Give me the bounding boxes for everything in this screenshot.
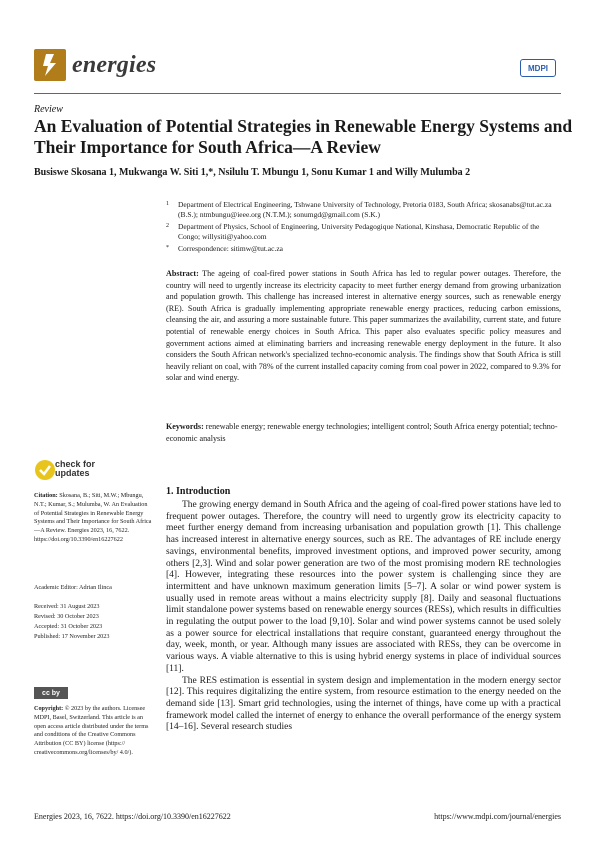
journal-url[interactable]: https://www.mdpi.com/journal/energies xyxy=(434,812,561,821)
mdpi-logo: MDPI xyxy=(520,59,556,77)
affiliation-2: 2 Department of Physics, School of Engineering, University Pedagogique National, Kinshasa, Democratic Republic of the Congo; willysiti@yahoo.com xyxy=(166,222,540,241)
header-divider xyxy=(34,93,561,94)
published-date: Published: 17 November 2023 xyxy=(34,633,110,640)
keywords-text: renewable energy; renewable energy technologies; intelligent control; South Africa energy potential; techno-economic analysis xyxy=(166,422,558,443)
journal-name: energies xyxy=(72,52,157,78)
abstract xyxy=(166,268,561,384)
footer-citation[interactable]: Energies 2023, 16, 7622. https://doi.org/10.3390/en16227622 xyxy=(34,812,231,821)
correspondence: * Correspondence: sitimw@tut.ac.za xyxy=(166,244,283,253)
section-body xyxy=(166,500,561,734)
paragraph: The RES estimation is essential in system design and implementation in the modern energy sector [12]. This requires digitalizing the entire system, from resource estimation to the energy needed on the demand side [13]. Smart grid technologies, using the internet of things, have come up with a practical framework model called the internet of energy to enhance the overall performance of the energy system [14–16]. Several research studies xyxy=(166,675,561,733)
copyright: Copyright: © 2023 by the authors. Licensee MDPI, Basel, Switzerland. This article is an open access article distributed under the terms and conditions of the Creative Commons Attribution (CC BY) license (https:// creativecommons.org/licenses/by/ 4.0/). xyxy=(34,705,149,756)
abstract-label: Abstract: xyxy=(166,269,199,278)
paragraph: The growing energy demand in South Africa and the ageing of coal-fired power stations have led to frequent power outages. Therefore, the country will need to urgently grow its electricity capacity to meet further energy demand from increasing urbanisation and population growth [1]. This challenge has increased interest in alternative energy sources, such as RE. The advantages of RE include energy savings, environmental benefits, improved investment options, and improved power security, among others [2,3]. Wind and solar power generation are two of the most promising modern RE technologies [4]. However, integrating these resources into the power system is challenging since they are intermittent and have unknown maximum generation limits [5–7]. A solar or wind power system is usually used in remote areas without a mains electricity supply [8]. Daily and seasonal fluctuations limit standalone power systems based on renewable energy sources (RESs), which results in difficulties in regulating the output power to the load [9,10]. Solar and wind power systems cannot be used solely as a power source for electrical installations that require constant, guaranteed energy throughout the day, week, month, or year. Although many issues are associated with RESs, they can be overcome in various ways. A viable alternative to this is using hybrid energy systems in place of individual sources [11]. xyxy=(166,500,561,674)
author-list: Busiswe Skosana 1, Mukwanga W. Siti 1,*, Nsilulu T. Mbungu 1, Sonu Kumar 1 and Willy Mulumba 2 xyxy=(34,167,471,178)
keywords-label: Keywords: xyxy=(166,422,204,431)
keywords xyxy=(166,421,561,444)
citation: Citation: Skosana, B.; Siti, M.W.; Mbungu, N.T.; Kumar, S.; Mulumba, W. An Evaluation of Potential Strategies in Renewable Energy Systems and Their Importance for South Africa—A Review. Energies 2023, 16, 7622. https://doi.org/10.3390/en16227622 xyxy=(34,492,152,543)
academic-editor: Academic Editor: Adrian Ilinca xyxy=(34,584,112,591)
journal-logo-icon xyxy=(34,49,66,81)
cc-by-license-icon[interactable]: cc by xyxy=(34,687,68,699)
section-heading: 1. Introduction xyxy=(166,486,231,497)
abstract-text: The ageing of coal-fired power stations in South Africa has led to regular power outages. Therefore, the country will need to urgently increase its electricity capacity to meet further energy demand from growing urbanization and population growth. This challenge has increased interest in alternative energy sources, such as renewable energy (RE). South Africa is gradually implementing appropriate renewable energy practices, reducing carbon emissions, cleansing the air, and assuring a more sustainable future. This paper summarizes the availability, current state, and future potential of renewable energy choices in South Africa. This paper also evaluates specific policy measures and government actions aimed at eliminating barriers and increasing renewable energy deployment in the future. It also considers the South African network's specialized techno-economic analysis. The findings show that South Africa is still heavily reliant on coal, with 78% of the current installed capacity coming from coal power in 2022, compared to 9.3% for solar and wind energy. xyxy=(166,269,561,383)
article-title: An Evaluation of Potential Strategies in Renewable Energy Systems and Their Importance for South Africa—A Review xyxy=(34,116,573,157)
affiliation-1: 1 Department of Electrical Engineering, Tshwane University of Technology, Pretoria 0183, South Africa; skosanabs@tut.ac.za (B.S.); ntmbungu@ieee.org (N.T.M.); sonumgd@gmail.com (S.K.) xyxy=(166,200,552,219)
accepted-date: Accepted: 31 October 2023 xyxy=(34,623,103,630)
received-date: Received: 31 August 2023 xyxy=(34,603,100,610)
check-for-updates-button[interactable]: check for updates xyxy=(55,459,96,478)
article-type: Review xyxy=(34,104,63,115)
revised-date: Revised: 30 October 2023 xyxy=(34,613,99,620)
